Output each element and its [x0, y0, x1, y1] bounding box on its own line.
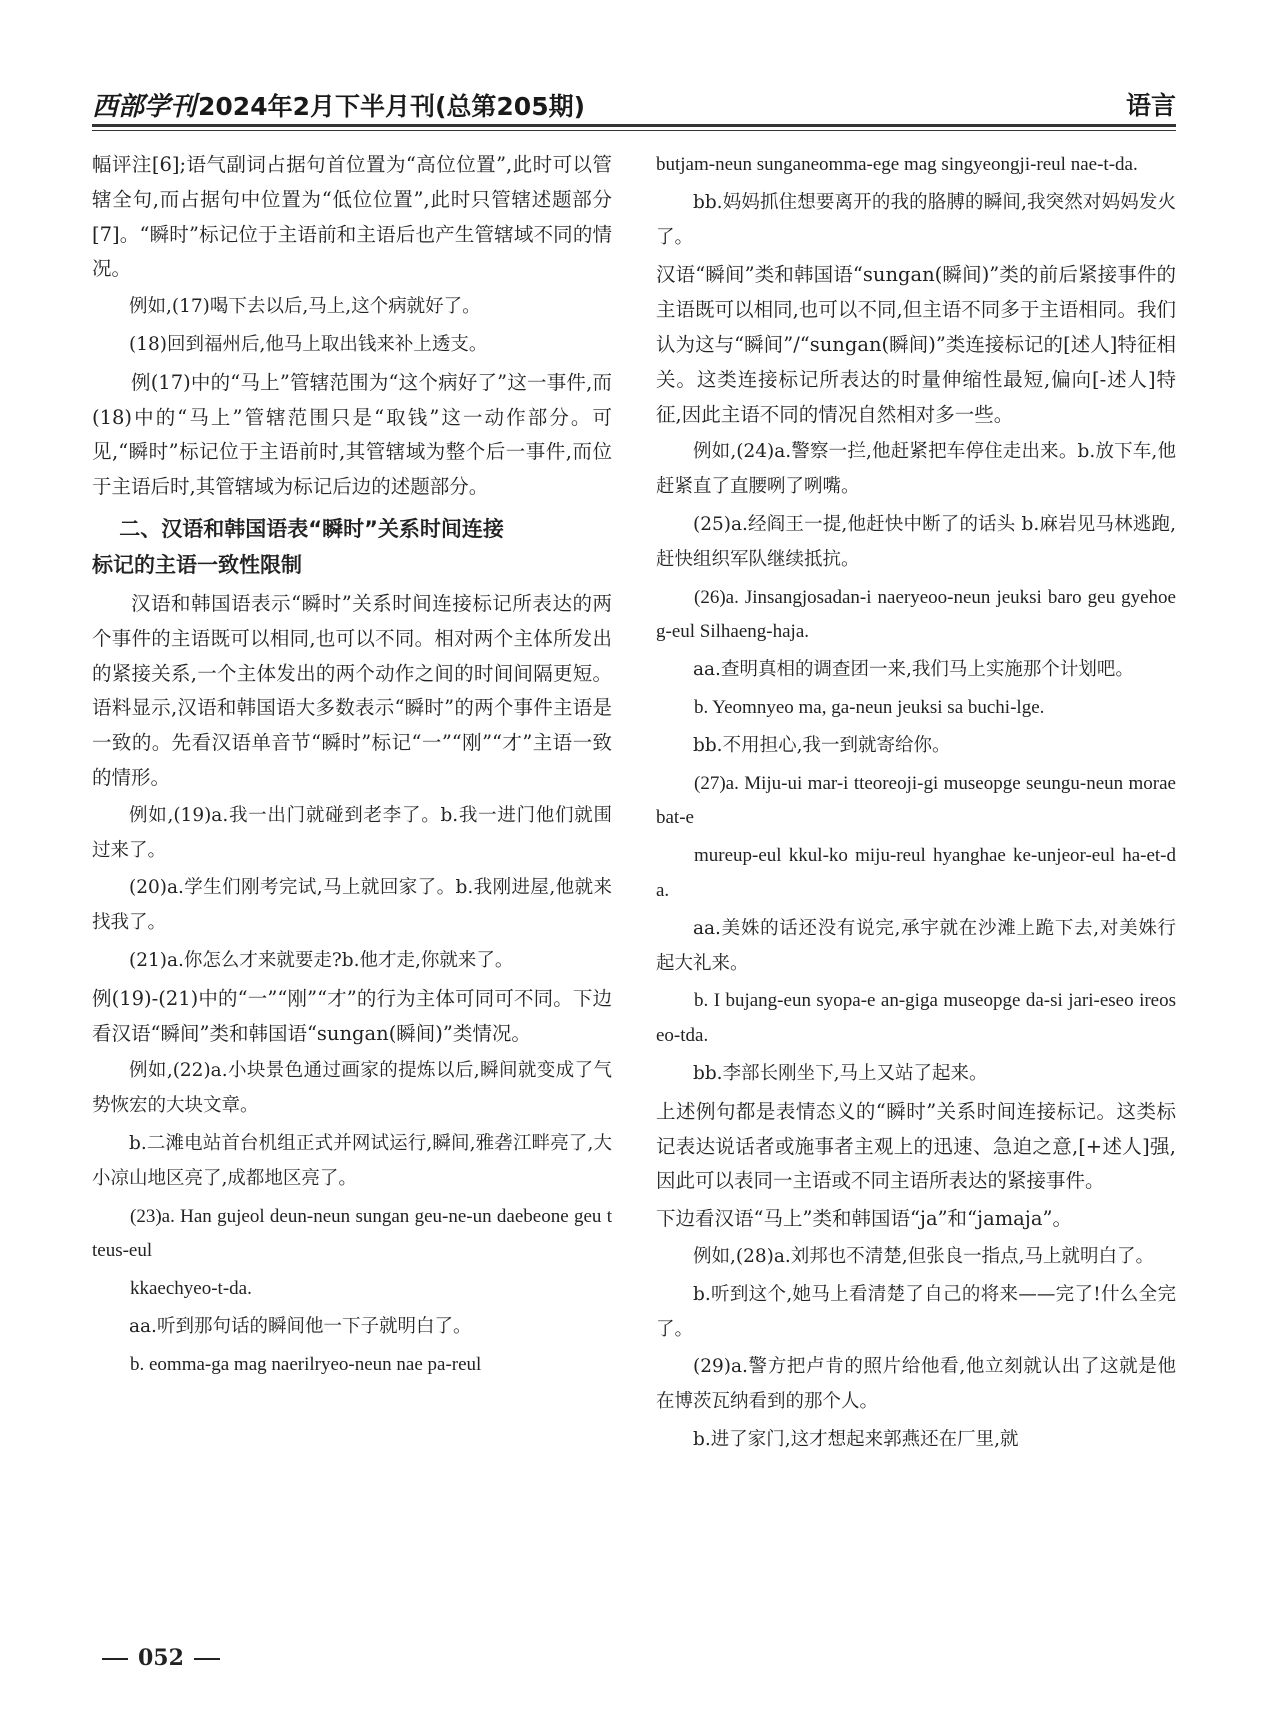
footer-dash-left [102, 1658, 128, 1660]
section-heading-line2: 标记的主语一致性限制 [92, 552, 302, 577]
paragraph: 例(17)中的“马上”管辖范围为“这个病好了”这一事件,而(18)中的“马上”管辖范围只是“取钱”这一动作部分。可见,“瞬时”标记位于主语前时,其管辖域为整个后一事件,而位于主语后时,其管辖域为标记后边的述题部分。 [92, 370, 612, 499]
example-18: (18)回到福州后,他马上取出钱来补上透支。 [129, 333, 488, 355]
section-label: 语言 [1125, 91, 1176, 120]
section-heading-line1: 二、汉语和韩国语表“瞬时”关系时间连接 [119, 516, 504, 541]
running-header [92, 86, 1176, 124]
header-rule-thick [92, 124, 1176, 127]
example-26aa: aa.查明真相的调查团一来,我们马上实施那个计划吧。 [693, 659, 1134, 681]
page-footer [92, 1645, 230, 1671]
example-22a: 例如,(22)a.小块景色通过画家的提炼以后,瞬间就变成了气势恢宏的大块文章。 [92, 1060, 612, 1117]
paragraph: 幅评注[6];语气副词占据句首位置为“高位位置”,此时可以管辖全句,而占据句中位置为“低位位置”,此时只管辖述题部分[7]。“瞬时”标记位于主语前和主语后也产生管辖域不同的情况。 [92, 153, 612, 281]
example-27bb: bb.李部长刚坐下,马上又站了起来。 [693, 1062, 988, 1084]
example-27a-cont: mureup-eul kkul-ko miju-reul hyanghae ke-unjeor-eul ha-et-da. [656, 845, 1176, 901]
example-25: (25)a.经阎王一提,他赶快中断了的话头 b.麻岩见马林逃跑,赶快组织军队继续抵抗。 [656, 513, 1176, 570]
example-23bb: bb.妈妈抓住想要离开的我的胳膊的瞬间,我突然对妈妈发火了。 [656, 191, 1176, 248]
example-26b: b. Yeomnyeo ma, ga-neun jeuksi sa buchi-lge. [694, 696, 1045, 718]
example-28a: 例如,(28)a.刘邦也不清楚,但张良一指点,马上就明白了。 [693, 1245, 1155, 1267]
header-left [92, 86, 585, 123]
footer-dash-right [194, 1658, 220, 1660]
example-23b-cont: butjam-neun sunganeomma-ege mag singyeongji-reul nae-t-da. [656, 154, 1138, 175]
example-23b: b. eomma-ga mag naerilryeo-neun nae pa-reul [130, 1353, 482, 1375]
example-23a: (23)a. Han gujeol deun-neun sungan geu-ne-un daebeone geu tteus-eul [92, 1205, 612, 1262]
example-19: 例如,(19)a.我一出门就碰到老李了。b.我一进门他们就围过来了。 [92, 804, 612, 861]
page-number: 052 [138, 1645, 184, 1671]
journal-logo: 西部学刊 [92, 92, 197, 122]
example-22b: b.二滩电站首台机组正式并网试运行,瞬间,雅砻江畔亮了,大小凉山地区亮了,成都地区亮了。 [92, 1132, 612, 1189]
example-21: (21)a.你怎么才来就要走?b.他才走,你就来了。 [129, 949, 514, 971]
right-column [656, 148, 1176, 1461]
example-23a-cont: kkaechyeo-t-da. [130, 1278, 252, 1300]
example-29b: b.进了家门,这才想起来郭燕还在厂里,就 [693, 1428, 1019, 1450]
example-27a: (27)a. Miju-ui mar-i tteoreoji-gi museopge seungu-neun moraebat-e [656, 772, 1176, 829]
paragraph: 汉语和韩国语表示“瞬时”关系时间连接标记所表达的两个事件的主语既可以相同,也可以不同。相对两个主体所发出的紧接关系,一个主体发出的两个动作之间的时间间隔更短。语料显示,汉语和韩国语大多数表示“瞬时”的两个事件主语是一致的。先看汉语单音节“瞬时”标记“一”“刚”“才”主语一致的情形。 [92, 591, 612, 789]
example-26bb: bb.不用担心,我一到就寄给你。 [693, 734, 951, 756]
paragraph: 汉语“瞬间”类和韩国语“sungan(瞬间)”类的前后紧接事件的主语既可以相同,也可以不同,但主语不同多于主语相同。我们认为这与“瞬间”/“sungan(瞬间)”类连接标记的[述人]特征相关。这类连接标记所表达的时量伸缩性最短,偏向[-述人]特征,因此主语不同的情况自然相对多一些。 [656, 263, 1176, 426]
paragraph: 例(19)-(21)中的“一”“刚”“才”的行为主体可同可不同。下边看汉语“瞬间”类和韩国语“sungan(瞬间)”类情况。 [92, 986, 612, 1045]
paragraph: 上述例句都是表情态义的“瞬时”关系时间连接标记。这类标记表达说话者或施事者主观上的迅速、急迫之意,[+述人]强,因此可以表同一主语或不同主语所表达的紧接事件。 [656, 1099, 1176, 1193]
example-24: 例如,(24)a.警察一拦,他赶紧把车停住走出来。b.放下车,他赶紧直了直腰咧了咧嘴。 [656, 441, 1176, 498]
issue-info: 2024年2月下半月刊(总第205期) [198, 92, 586, 121]
example-17: 例如,(17)喝下去以后,马上,这个病就好了。 [129, 296, 481, 318]
example-28b: b.听到这个,她马上看清楚了自己的将来——完了!什么全完了。 [656, 1283, 1176, 1340]
example-20: (20)a.学生们刚考完试,马上就回家了。b.我刚进屋,他就来找我了。 [92, 877, 612, 934]
example-29a: (29)a.警方把卢肯的照片给他看,他立刻就认出了这就是他在博茨瓦纳看到的那个人。 [656, 1356, 1176, 1413]
example-23aa: aa.听到那句话的瞬间他一下子就明白了。 [129, 1315, 472, 1337]
left-column [92, 148, 612, 1386]
example-27b: b. I bujang-eun syopa-e an-giga museopge da-si jari-eseo ireoseo-tda. [656, 990, 1176, 1047]
example-27aa: aa.美姝的话还没有说完,承宇就在沙滩上跪下去,对美姝行起大礼来。 [656, 917, 1176, 974]
example-26a: (26)a. Jinsangjosadan-i naeryeoo-neun jeuksi baro geu gyehoeg-eul Silhaeng-haja. [656, 586, 1176, 643]
paragraph: 下边看汉语“马上”类和韩国语“ja”和“jamaja”。 [656, 1207, 1072, 1231]
header-rule-thin [92, 130, 1176, 131]
